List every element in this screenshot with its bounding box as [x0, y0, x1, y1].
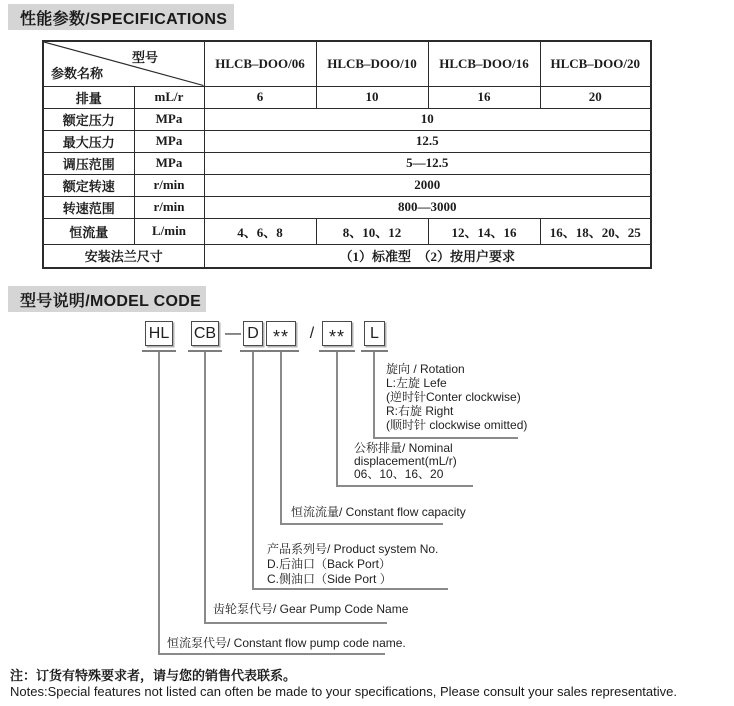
model-code-section-title: 型号说明/MODEL CODE — [8, 286, 206, 312]
leader-line — [252, 352, 254, 588]
annotation-line: 恒流流量/ Constant flow capacity — [291, 505, 466, 519]
spec-table — [42, 40, 652, 269]
annotation-line: C.侧油口（Side Port ） — [267, 572, 392, 586]
param-unit: MPa — [134, 108, 204, 130]
corner-param-label: 参数名称 — [51, 65, 104, 81]
param-value: 4、6、8 — [204, 218, 316, 244]
param-name: 调压范围 — [43, 152, 134, 174]
model-column-header: HLCB–DOO/06 — [204, 41, 316, 86]
model-code-dash: — — [225, 324, 241, 342]
param-value: 6 — [204, 86, 316, 108]
note-line-en: Notes:Special features not listed can often be made to your specifications, Please consult your sales representative. — [10, 684, 677, 699]
annotation-nominal-displacement — [354, 442, 457, 481]
param-value: 16、18、20、25 — [540, 218, 651, 244]
annotation-line: R:右旋 Right — [386, 404, 454, 418]
table-row — [43, 152, 651, 174]
model-code-box-hl: HL — [145, 321, 173, 346]
annotation-constant-flow-capacity — [291, 505, 466, 519]
leader-line — [280, 352, 282, 523]
annotation-product-system — [267, 542, 438, 587]
param-unit: MPa — [134, 152, 204, 174]
annotation-line: 公称排量/ Nominal — [354, 441, 453, 455]
notes — [10, 668, 677, 700]
annotation-line: 产品系列号/ Product system No. — [267, 542, 439, 556]
annotation-underline — [158, 653, 385, 655]
annotation-line: 06、10、16、20 — [354, 467, 444, 481]
annotation-constant-flow-pump-code — [167, 636, 406, 650]
leader-line — [336, 352, 338, 485]
annotation-rotation — [386, 362, 527, 432]
param-unit: r/min — [134, 174, 204, 196]
param-value: 5—12.5 — [204, 152, 651, 174]
leader-line — [158, 352, 160, 653]
corner-cell — [43, 41, 204, 86]
param-name: 额定压力 — [43, 108, 134, 130]
param-name: 转速范围 — [43, 196, 134, 218]
table-row — [43, 244, 651, 268]
annotation-gear-pump-code — [213, 602, 408, 616]
table-row — [43, 218, 651, 244]
annotation-underline — [336, 485, 473, 487]
param-value: 2000 — [204, 174, 651, 196]
param-value: （1）标准型 （2）按用户要求 — [204, 244, 651, 268]
param-unit: L/min — [134, 218, 204, 244]
model-code-box-l: L — [364, 321, 385, 346]
param-name: 额定转速 — [43, 174, 134, 196]
annotation-line: (顺时针 clockwise omitted) — [386, 418, 528, 432]
annotation-line: 旋向 / Rotation — [386, 362, 465, 376]
model-column-header: HLCB–DOO/16 — [428, 41, 540, 86]
annotation-line: 齿轮泵代号/ Gear Pump Code Name — [213, 602, 409, 616]
annotation-line: 恒流泵代号/ Constant flow pump code name. — [167, 636, 406, 650]
param-value: 12、14、16 — [428, 218, 540, 244]
param-value: 16 — [428, 86, 540, 108]
param-value: 800—3000 — [204, 196, 651, 218]
model-code-box-d: D — [243, 321, 263, 346]
param-value: 10 — [204, 108, 651, 130]
model-column-header: HLCB–DOO/10 — [316, 41, 428, 86]
table-row — [43, 130, 651, 152]
annotation-line: displacement(mL/r) — [354, 454, 457, 468]
param-unit: mL/r — [134, 86, 204, 108]
param-value: 20 — [540, 86, 651, 108]
param-name: 最大压力 — [43, 130, 134, 152]
table-row — [43, 108, 651, 130]
param-value: 10 — [316, 86, 428, 108]
param-value: 12.5 — [204, 130, 651, 152]
annotation-line: L:左旋 Lefe — [386, 376, 447, 390]
note-line-cn: 注：订货有特殊要求者，请与您的销售代表联系。 — [10, 668, 297, 683]
param-unit: r/min — [134, 196, 204, 218]
table-row — [43, 86, 651, 108]
param-name: 安装法兰尺寸 — [43, 244, 204, 268]
model-column-header: HLCB–DOO/20 — [540, 41, 651, 86]
table-header-row — [43, 41, 651, 86]
table-row — [43, 196, 651, 218]
leader-line — [204, 352, 206, 623]
annotation-line: (逆时针Conter clockwise) — [386, 390, 521, 404]
param-unit: MPa — [134, 130, 204, 152]
annotation-underline — [280, 523, 443, 525]
leader-line — [373, 352, 375, 437]
param-value: 8、10、12 — [316, 218, 428, 244]
model-code-box-cb: CB — [191, 321, 219, 346]
annotation-underline — [373, 437, 518, 439]
table-row — [43, 174, 651, 196]
model-code-box-stars-2: ** — [322, 321, 352, 346]
annotation-line: D.后油口（Back Port） — [267, 557, 392, 571]
param-name: 排量 — [43, 86, 134, 108]
corner-type-label: 型号 — [132, 50, 159, 65]
model-code-slash: / — [309, 324, 315, 342]
annotation-underline — [252, 588, 448, 590]
annotation-underline — [204, 622, 387, 624]
param-name: 恒流量 — [43, 218, 134, 244]
model-code-box-stars-1: ** — [266, 321, 296, 346]
spec-section-title: 性能参数/SPECIFICATIONS — [8, 4, 234, 30]
